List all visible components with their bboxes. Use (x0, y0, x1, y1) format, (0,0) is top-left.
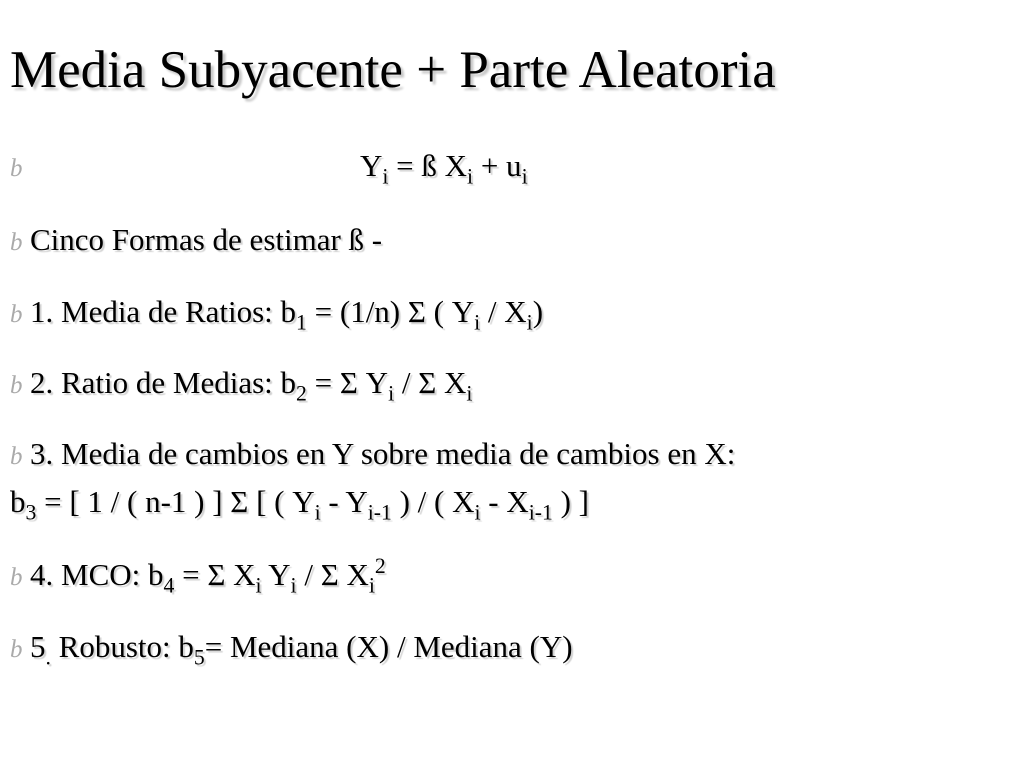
l6-c: = Mediana (X) / Mediana (Y) (204, 629, 573, 664)
eq-y: Y (360, 148, 383, 183)
l4b-c: - Y (320, 484, 368, 519)
bullet-line-intro (0, 220, 382, 263)
l5-s1: 4 (163, 573, 175, 598)
bullet-icon: b (10, 155, 23, 182)
l5-d: / Σ X (296, 557, 369, 592)
eq-sub: i (382, 164, 389, 189)
bullet-line-3 (0, 434, 735, 477)
bullet-line-2 (0, 363, 472, 406)
eq-mid: = ß X (388, 148, 468, 183)
eq-plus: + u (473, 148, 522, 183)
l5-b: = Σ X (174, 557, 256, 592)
bullet-line-3-formula (10, 482, 589, 525)
bullet-icon: b (10, 443, 23, 470)
l3-b: = Σ Y (306, 365, 389, 400)
l6-dot: . (45, 645, 51, 670)
slide-title: Media Subyacente + Parte Aleatoria (10, 41, 776, 99)
l4b-a: b (10, 484, 26, 519)
l2-c: / X (480, 294, 527, 329)
l2-d: ) (532, 294, 544, 329)
l3-c: / Σ X (394, 365, 467, 400)
l5-pow: 2 (374, 554, 386, 579)
l2-b: = (1/n) Σ ( Y (306, 294, 475, 329)
l4b-d: ) / ( X (391, 484, 475, 519)
bullet-icon: b (10, 372, 23, 399)
l4b-s4: i (474, 500, 481, 525)
intro-text: Cinco Formas de estimar ß - (30, 222, 383, 257)
l4b-e: - X (480, 484, 529, 519)
l6-s1: 5 (193, 645, 205, 670)
bullet-line-5 (0, 627, 573, 670)
l2-s1: 1 (296, 310, 307, 335)
l6-a: 5 (30, 629, 46, 664)
l5-c: Y (261, 557, 291, 592)
l4b-s1: 3 (25, 500, 37, 525)
l5-s4: i (368, 573, 375, 598)
l4b-b: = [ 1 / ( n-1 ) ] Σ [ ( Y (36, 484, 315, 519)
l6-b: Robusto: b (50, 629, 194, 664)
l4b-s3: i-1 (367, 500, 392, 525)
bullet-line-4 (0, 555, 386, 598)
l3-s3: i (466, 381, 473, 406)
l3-a: 2. Ratio de Medias: b (30, 365, 297, 400)
l2-s2: i (474, 310, 481, 335)
l2-s3: i (526, 310, 533, 335)
bullet-line-1 (0, 292, 543, 335)
l4b-s2: i (314, 500, 321, 525)
bullet-icon: b (10, 301, 23, 328)
eq-sub: i (521, 164, 528, 189)
equation-line (0, 146, 528, 189)
l3-s1: 2 (296, 381, 307, 406)
l4-a: 3. Media de cambios en Y sobre media de cambios en X: (30, 436, 736, 471)
l3-s2: i (388, 381, 395, 406)
bullet-icon: b (10, 229, 23, 256)
bullet-icon: b (10, 636, 23, 663)
l5-s3: i (290, 573, 297, 598)
eq-sub: i (467, 164, 474, 189)
l5-a: 4. MCO: b (30, 557, 164, 592)
l4b-s5: i-1 (528, 500, 553, 525)
l4b-f: ) ] (552, 484, 589, 519)
bullet-icon: b (10, 564, 23, 591)
l5-s2: i (255, 573, 262, 598)
l2-a: 1. Media de Ratios: b (30, 294, 297, 329)
